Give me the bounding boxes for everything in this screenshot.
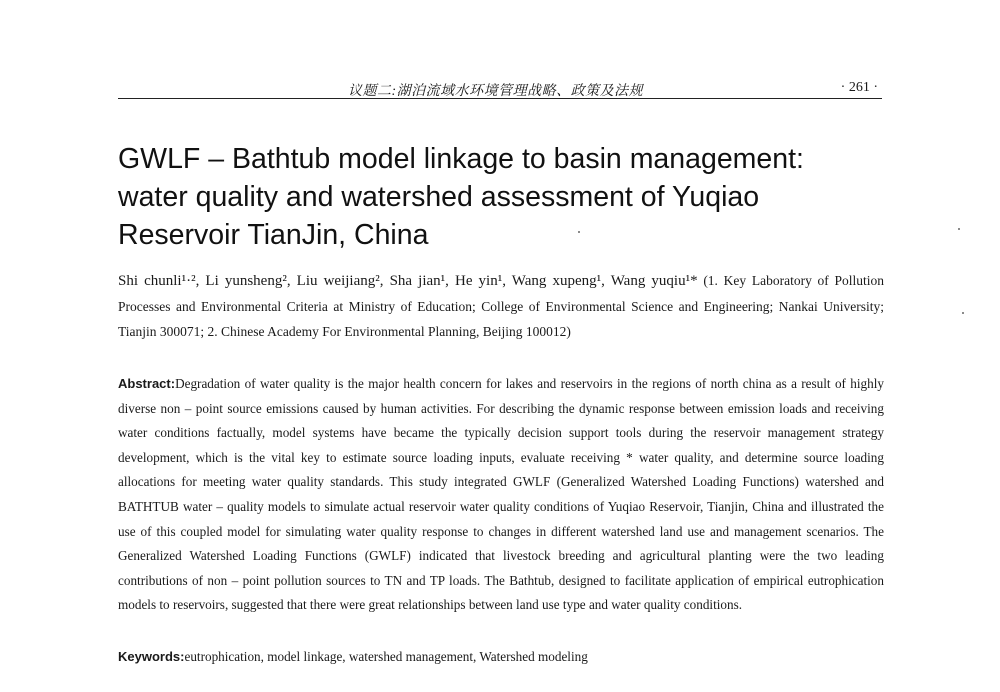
abstract-label: Abstract: <box>118 376 176 391</box>
paper-title-line-3: Reservoir TianJin, China <box>118 219 429 251</box>
running-header <box>118 74 882 99</box>
keywords-label: Keywords: <box>118 649 185 664</box>
abstract <box>118 372 884 618</box>
paper-title-line-1: GWLF – Bathtub model linkage to basin management: <box>118 143 804 175</box>
paper-title <box>118 140 918 254</box>
running-header-title: 议题二:湖泊流域水环境管理战略、政策及法规 <box>348 84 644 99</box>
keywords <box>118 645 884 669</box>
page-number: · 261 · <box>840 80 878 95</box>
scan-speck <box>958 228 960 230</box>
abstract-text: Degradation of water quality is the major health concern for lakes and reservoirs in the regions of north china as a result of highly diverse non – point source emissions caused by human activities. For describing the dynamic response between emission loads and receiving water conditions factually, model systems have became the typically decision support tools during the reservoir management strategy development, which is the vital key to estimate source loading inputs, evaluate receiving * water quality, and determine source loading allocations for meeting water quality standards. This study integrated GWLF (Generalized Watershed Loading Functions) watershed and BATHTUB water – quality models to simulate actual reservoir water quality conditions of Yuqiao Reservoir, Tianjin, China and illustrated the use of this coupled model for simulating water quality response to changes in different watershed land use and management scenarios. The Generalized Watershed Loading Functions (GWLF) indicated that livestock breeding and agricultural planting were the two leading contributions of non – point pollution sources to TN and TP loads. The Bathtub, designed to facilitate application of empirical eutrophication models to reservoirs, suggested that there were great relationships between land use type and water quality conditions. <box>118 376 884 613</box>
paper-title-line-2: water quality and watershed assessment of Yuqiao <box>118 181 760 213</box>
scan-speck <box>578 231 580 233</box>
keywords-text: eutrophication, model linkage, watershed management, Watershed modeling <box>184 649 588 664</box>
author-list: Shi chunli¹·², Li yunsheng², Liu weijiang², Sha jian¹, He yin¹, Wang xupeng¹, Wang yuqiu¹* <box>118 273 698 289</box>
scan-speck <box>962 312 964 314</box>
author-block <box>118 268 884 344</box>
affiliations: (1. Key Laboratory of Pollution Processes and Environmental Criteria at Ministry of Education; College of Environmental Science and Engineering; Nankai University; Tianjin 300071; 2. Chinese Academy For Environmental Planning, Beijing 100012) <box>118 273 885 339</box>
